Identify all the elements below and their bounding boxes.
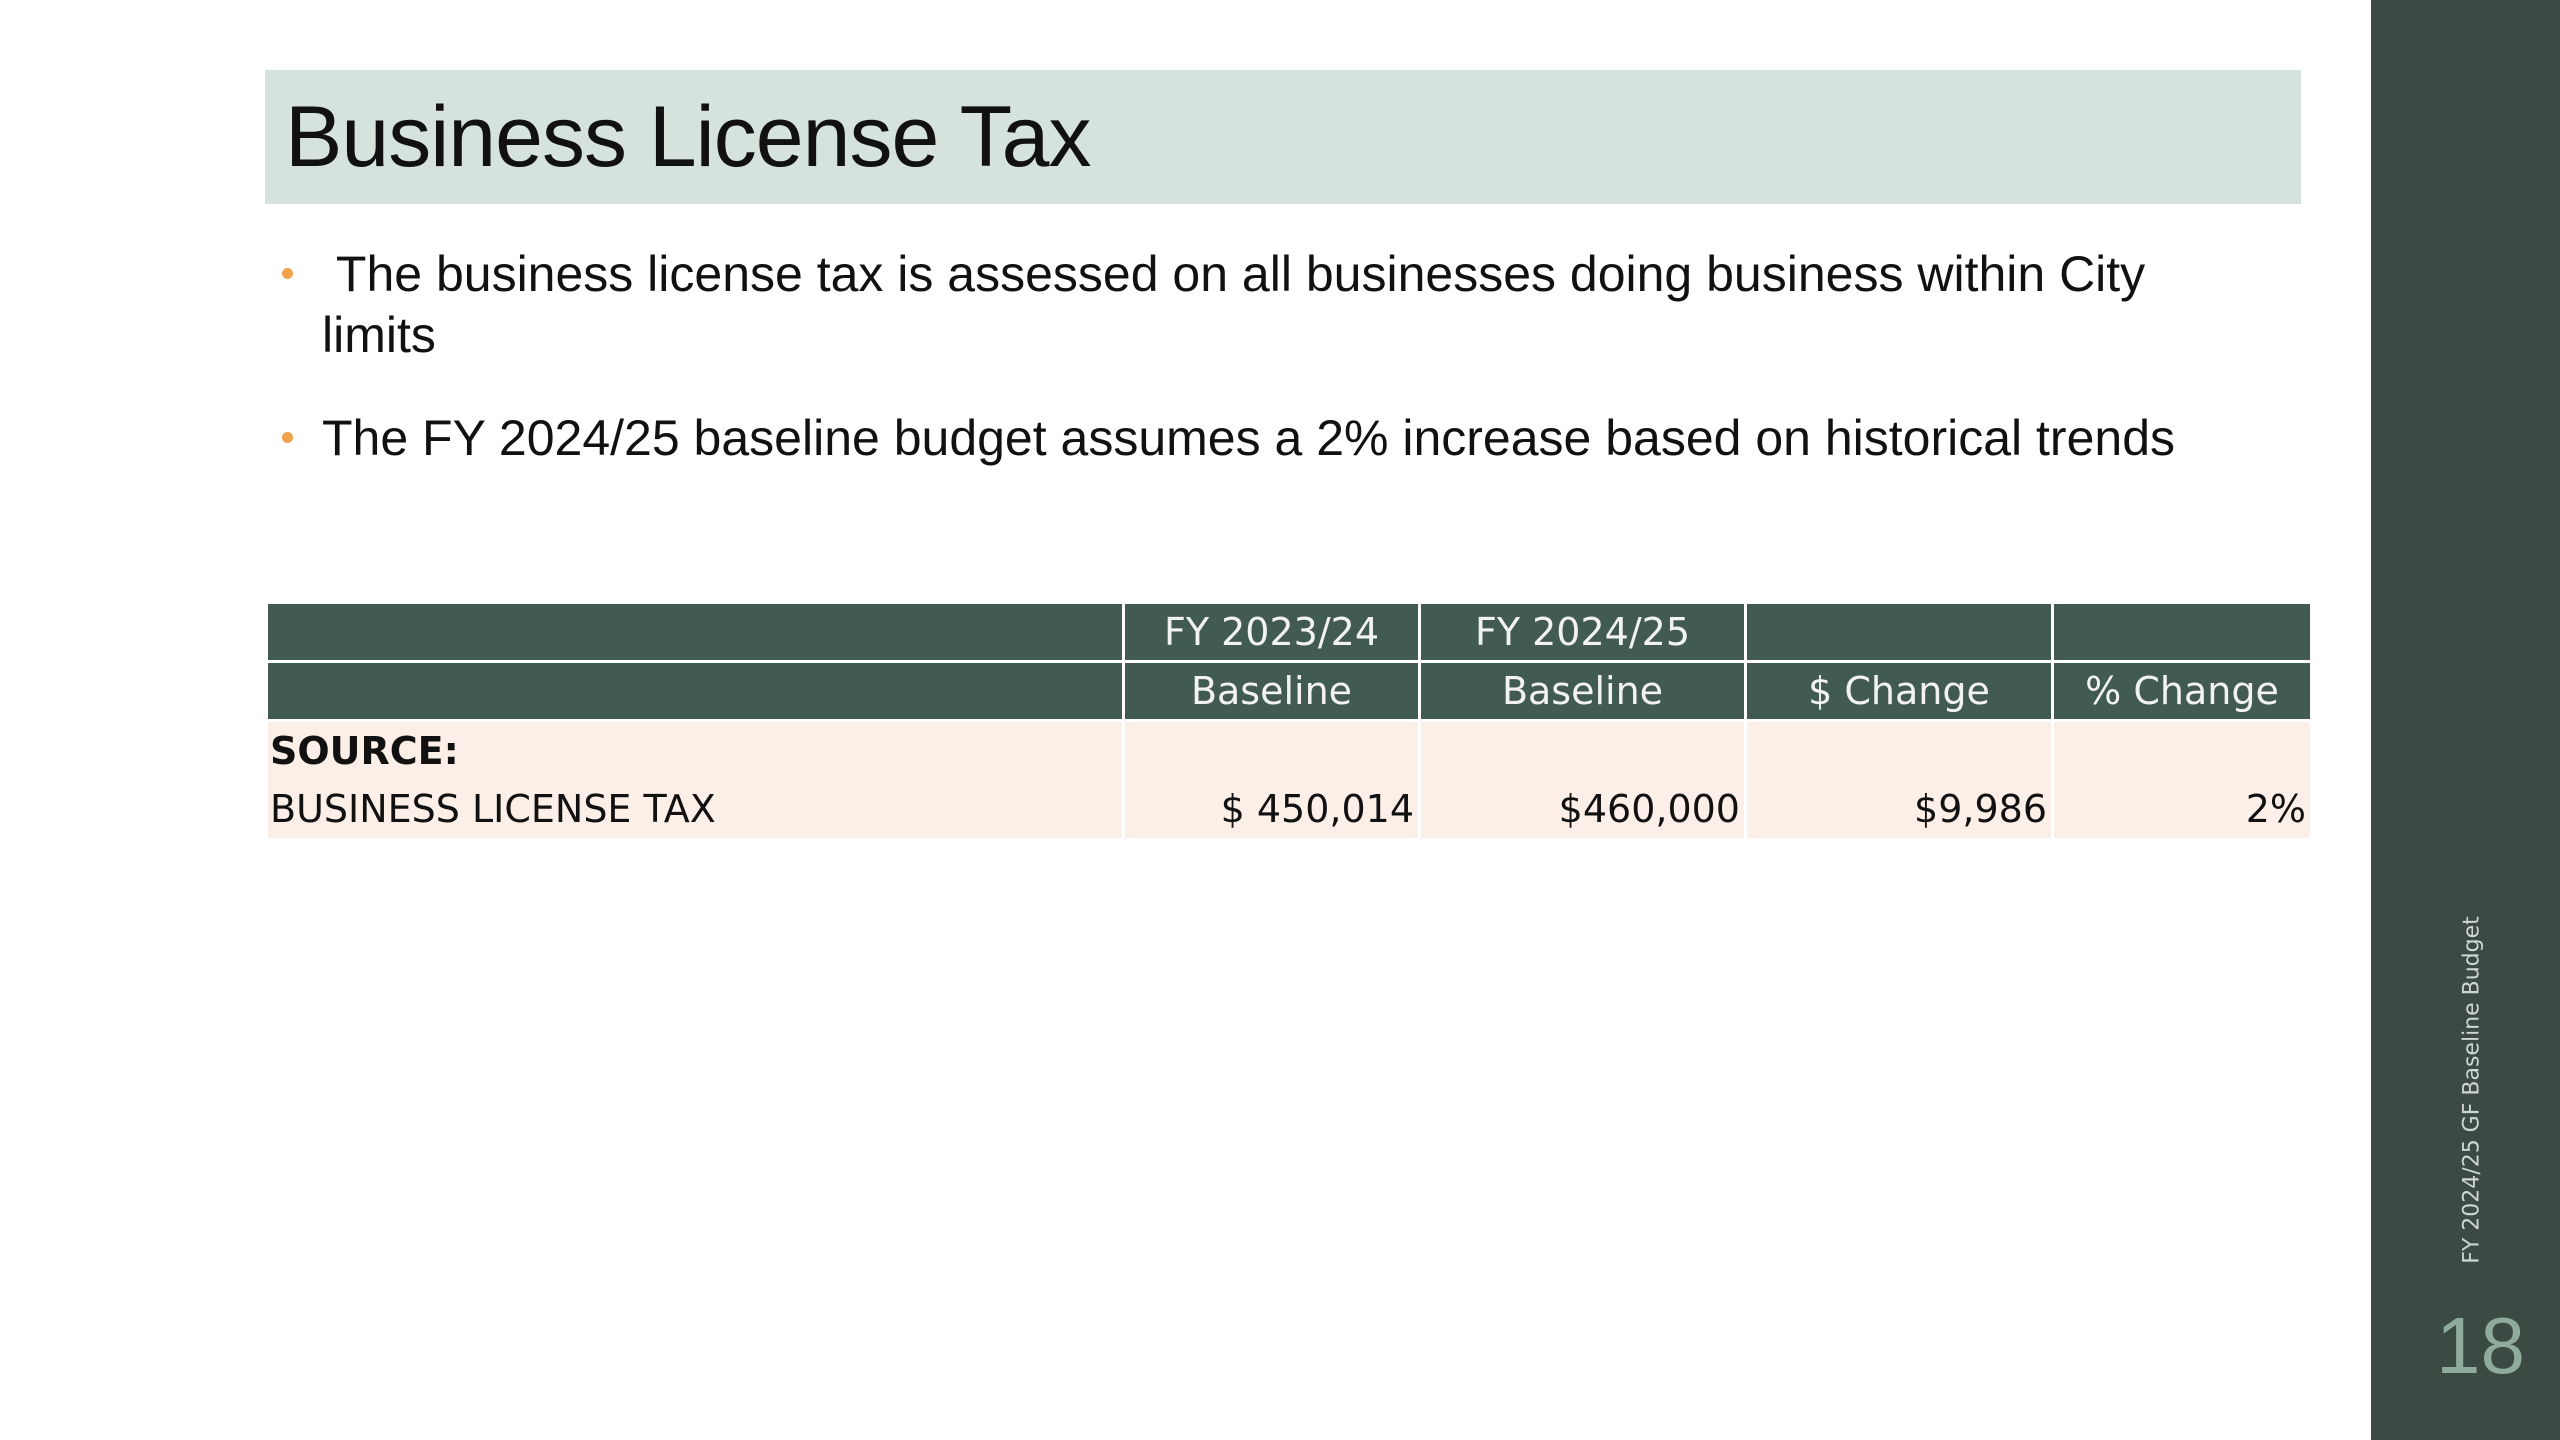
table-cell: BUSINESS LICENSE TAX bbox=[267, 780, 1124, 838]
table-header-cell bbox=[1746, 603, 2053, 662]
table-header-cell: Baseline bbox=[1420, 662, 1746, 721]
table-header-cell: $ Change bbox=[1746, 662, 2053, 721]
table-header-row bbox=[267, 603, 2312, 662]
budget-table-container bbox=[265, 601, 2310, 838]
table-row bbox=[267, 780, 2312, 838]
table-header-cell: FY 2024/25 bbox=[1420, 603, 1746, 662]
table-cell: SOURCE: bbox=[267, 721, 1124, 781]
table-cell: $ 450,014 bbox=[1124, 780, 1420, 838]
table-cell bbox=[1746, 721, 2053, 781]
slide-title: Business License Tax bbox=[285, 89, 1091, 185]
bullet-list bbox=[280, 244, 2180, 511]
bullet-text: The business license tax is assessed on all businesses doing business within City limits bbox=[322, 246, 2160, 363]
bullet-item bbox=[280, 408, 2180, 469]
table-cell: $460,000 bbox=[1420, 780, 1746, 838]
title-bar bbox=[265, 70, 2301, 204]
bullet-text: The FY 2024/25 baseline budget assumes a 2% increase based on historical trends bbox=[322, 410, 2176, 466]
table-header-cell bbox=[267, 662, 1124, 721]
footer-label: FY 2024/25 GF Baseline Budget bbox=[2459, 916, 2485, 1264]
budget-table bbox=[265, 601, 2313, 838]
table-header-cell: Baseline bbox=[1124, 662, 1420, 721]
table-row bbox=[267, 721, 2312, 781]
table-cell: $9,986 bbox=[1746, 780, 2053, 838]
bullet-dot-icon bbox=[282, 432, 293, 443]
table-header-row bbox=[267, 662, 2312, 721]
table-header-cell: FY 2023/24 bbox=[1124, 603, 1420, 662]
table-header-cell bbox=[267, 603, 1124, 662]
table-cell: 2% bbox=[2053, 780, 2312, 838]
bullet-item bbox=[280, 244, 2180, 366]
table-cell bbox=[1124, 721, 1420, 781]
table-header-cell bbox=[2053, 603, 2312, 662]
table-cell bbox=[2053, 721, 2312, 781]
page-number: 18 bbox=[2436, 1301, 2525, 1390]
table-header-cell: % Change bbox=[2053, 662, 2312, 721]
table-cell bbox=[1420, 721, 1746, 781]
bullet-dot-icon bbox=[282, 268, 293, 279]
